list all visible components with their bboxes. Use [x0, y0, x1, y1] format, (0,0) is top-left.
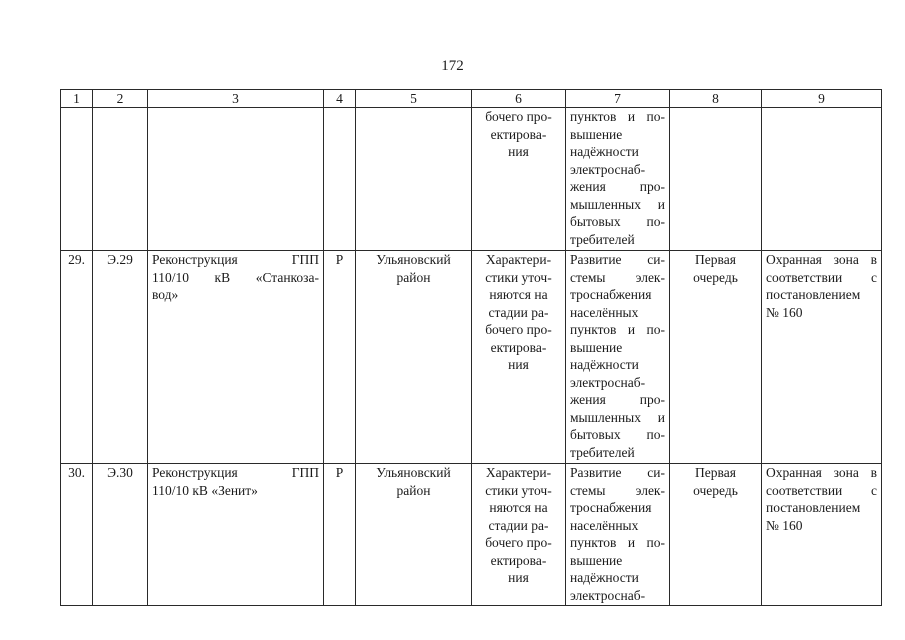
object-code [93, 108, 148, 251]
location [356, 464, 472, 606]
text-line: бытовых по- [570, 214, 665, 229]
text-line: Охранная зона в [766, 465, 877, 480]
text-line: бытовых по- [570, 427, 665, 442]
text-line: очередь [693, 482, 738, 498]
restrictions [762, 251, 882, 464]
text-line: вышение [570, 552, 623, 568]
text-line: вышение [570, 126, 623, 142]
col-header-1: 1 [61, 90, 93, 108]
status-code [324, 108, 356, 251]
text-line: Характери- [485, 252, 552, 267]
text-line: очередь [693, 269, 738, 285]
col-header-5: 5 [356, 90, 472, 108]
text-line: 110/10 кВ «Станкоза- [152, 269, 319, 285]
text-line: ния [508, 570, 529, 585]
text-line: мышленных и [570, 409, 665, 425]
location [356, 251, 472, 464]
location [356, 108, 472, 251]
text-line: Ульяновский [376, 252, 451, 267]
text-line: Первая [695, 252, 736, 267]
scan-artifact [120, 9, 820, 11]
col-header-4: 4 [324, 90, 356, 108]
restrictions [762, 108, 882, 251]
text-line: стемы элек- [570, 482, 665, 498]
text-line: ектирова- [490, 126, 547, 142]
text-line: соответствии с [766, 482, 877, 498]
object-name [148, 464, 324, 606]
header-row [61, 90, 882, 108]
object-code: Э.29 [93, 251, 148, 464]
text-line: жения про- [570, 179, 665, 194]
text-line: бочего про- [485, 535, 552, 550]
text-line: мышленных и [570, 196, 665, 212]
text-line: бочего про- [485, 109, 552, 124]
text-line: Развитие си- [570, 465, 665, 480]
page-number: 172 [441, 58, 464, 74]
restrictions [762, 464, 882, 606]
text-line: пунктов и по- [570, 535, 665, 550]
characteristics [472, 464, 566, 606]
text-line: населённых [570, 304, 639, 320]
text-line: № 160 [766, 304, 803, 320]
table-row [61, 464, 882, 606]
row-number: 29. [61, 251, 93, 464]
text-line: стики уточ- [485, 269, 552, 285]
stage [670, 464, 762, 606]
text-line: надёжности [570, 144, 639, 159]
characteristics [472, 251, 566, 464]
col-header-8: 8 [670, 90, 762, 108]
purpose [566, 251, 670, 464]
object-name [148, 108, 324, 251]
text-line: жения про- [570, 392, 665, 407]
text-line: стики уточ- [485, 482, 552, 498]
text-line: надёжности [570, 570, 639, 585]
text-line: стадии ра- [488, 517, 549, 533]
text-line: требителей [570, 444, 635, 460]
text-line: няются на [489, 287, 548, 302]
text-line: ния [508, 144, 529, 159]
text-line: пунктов и по- [570, 109, 665, 124]
text-line: Развитие си- [570, 252, 665, 267]
text-line: Охранная зона в [766, 252, 877, 267]
infrastructure-table [60, 89, 882, 606]
text-line: ектирова- [490, 339, 547, 355]
text-line: вод» [152, 287, 179, 302]
text-line: соответствии с [766, 269, 877, 285]
text-line: Первая [695, 465, 736, 480]
text-line: Характери- [485, 465, 552, 480]
table-row [61, 108, 882, 251]
text-line: стемы элек- [570, 269, 665, 285]
text-line: пунктов и по- [570, 322, 665, 337]
text-line: няются на [489, 500, 548, 515]
table-row [61, 251, 882, 464]
col-header-9: 9 [762, 90, 882, 108]
text-line: 110/10 кВ «Зенит» [152, 482, 258, 498]
text-line: электроснаб- [570, 161, 646, 177]
text-line: электроснаб- [570, 374, 646, 390]
text-line: Реконструкция ГПП [152, 465, 319, 480]
row-number [61, 108, 93, 251]
text-line: троснабжения [570, 287, 652, 302]
text-line: постановлением [766, 287, 861, 302]
text-line: район [396, 269, 431, 285]
purpose [566, 108, 670, 251]
stage [670, 108, 762, 251]
text-line: вышение [570, 339, 623, 355]
text-line: Ульяновский [376, 465, 451, 480]
text-line: район [396, 482, 431, 498]
text-line: ния [508, 357, 529, 372]
status-code: Р [324, 251, 356, 464]
col-header-2: 2 [93, 90, 148, 108]
text-line: электроснаб- [570, 587, 646, 603]
text-line: требителей [570, 231, 635, 247]
text-line: бочего про- [485, 322, 552, 337]
object-name [148, 251, 324, 464]
row-number: 30. [61, 464, 93, 606]
col-header-3: 3 [148, 90, 324, 108]
col-header-6: 6 [472, 90, 566, 108]
text-line: Реконструкция ГПП [152, 252, 319, 267]
text-line: постановлением [766, 500, 861, 515]
stage [670, 251, 762, 464]
text-line: троснабжения [570, 500, 652, 515]
text-line: стадии ра- [488, 304, 549, 320]
col-header-7: 7 [566, 90, 670, 108]
object-code: Э.30 [93, 464, 148, 606]
characteristics [472, 108, 566, 251]
text-line: населённых [570, 517, 639, 533]
text-line: надёжности [570, 357, 639, 372]
status-code: Р [324, 464, 356, 606]
text-line: ектирова- [490, 552, 547, 568]
text-line: № 160 [766, 517, 803, 533]
purpose [566, 464, 670, 606]
